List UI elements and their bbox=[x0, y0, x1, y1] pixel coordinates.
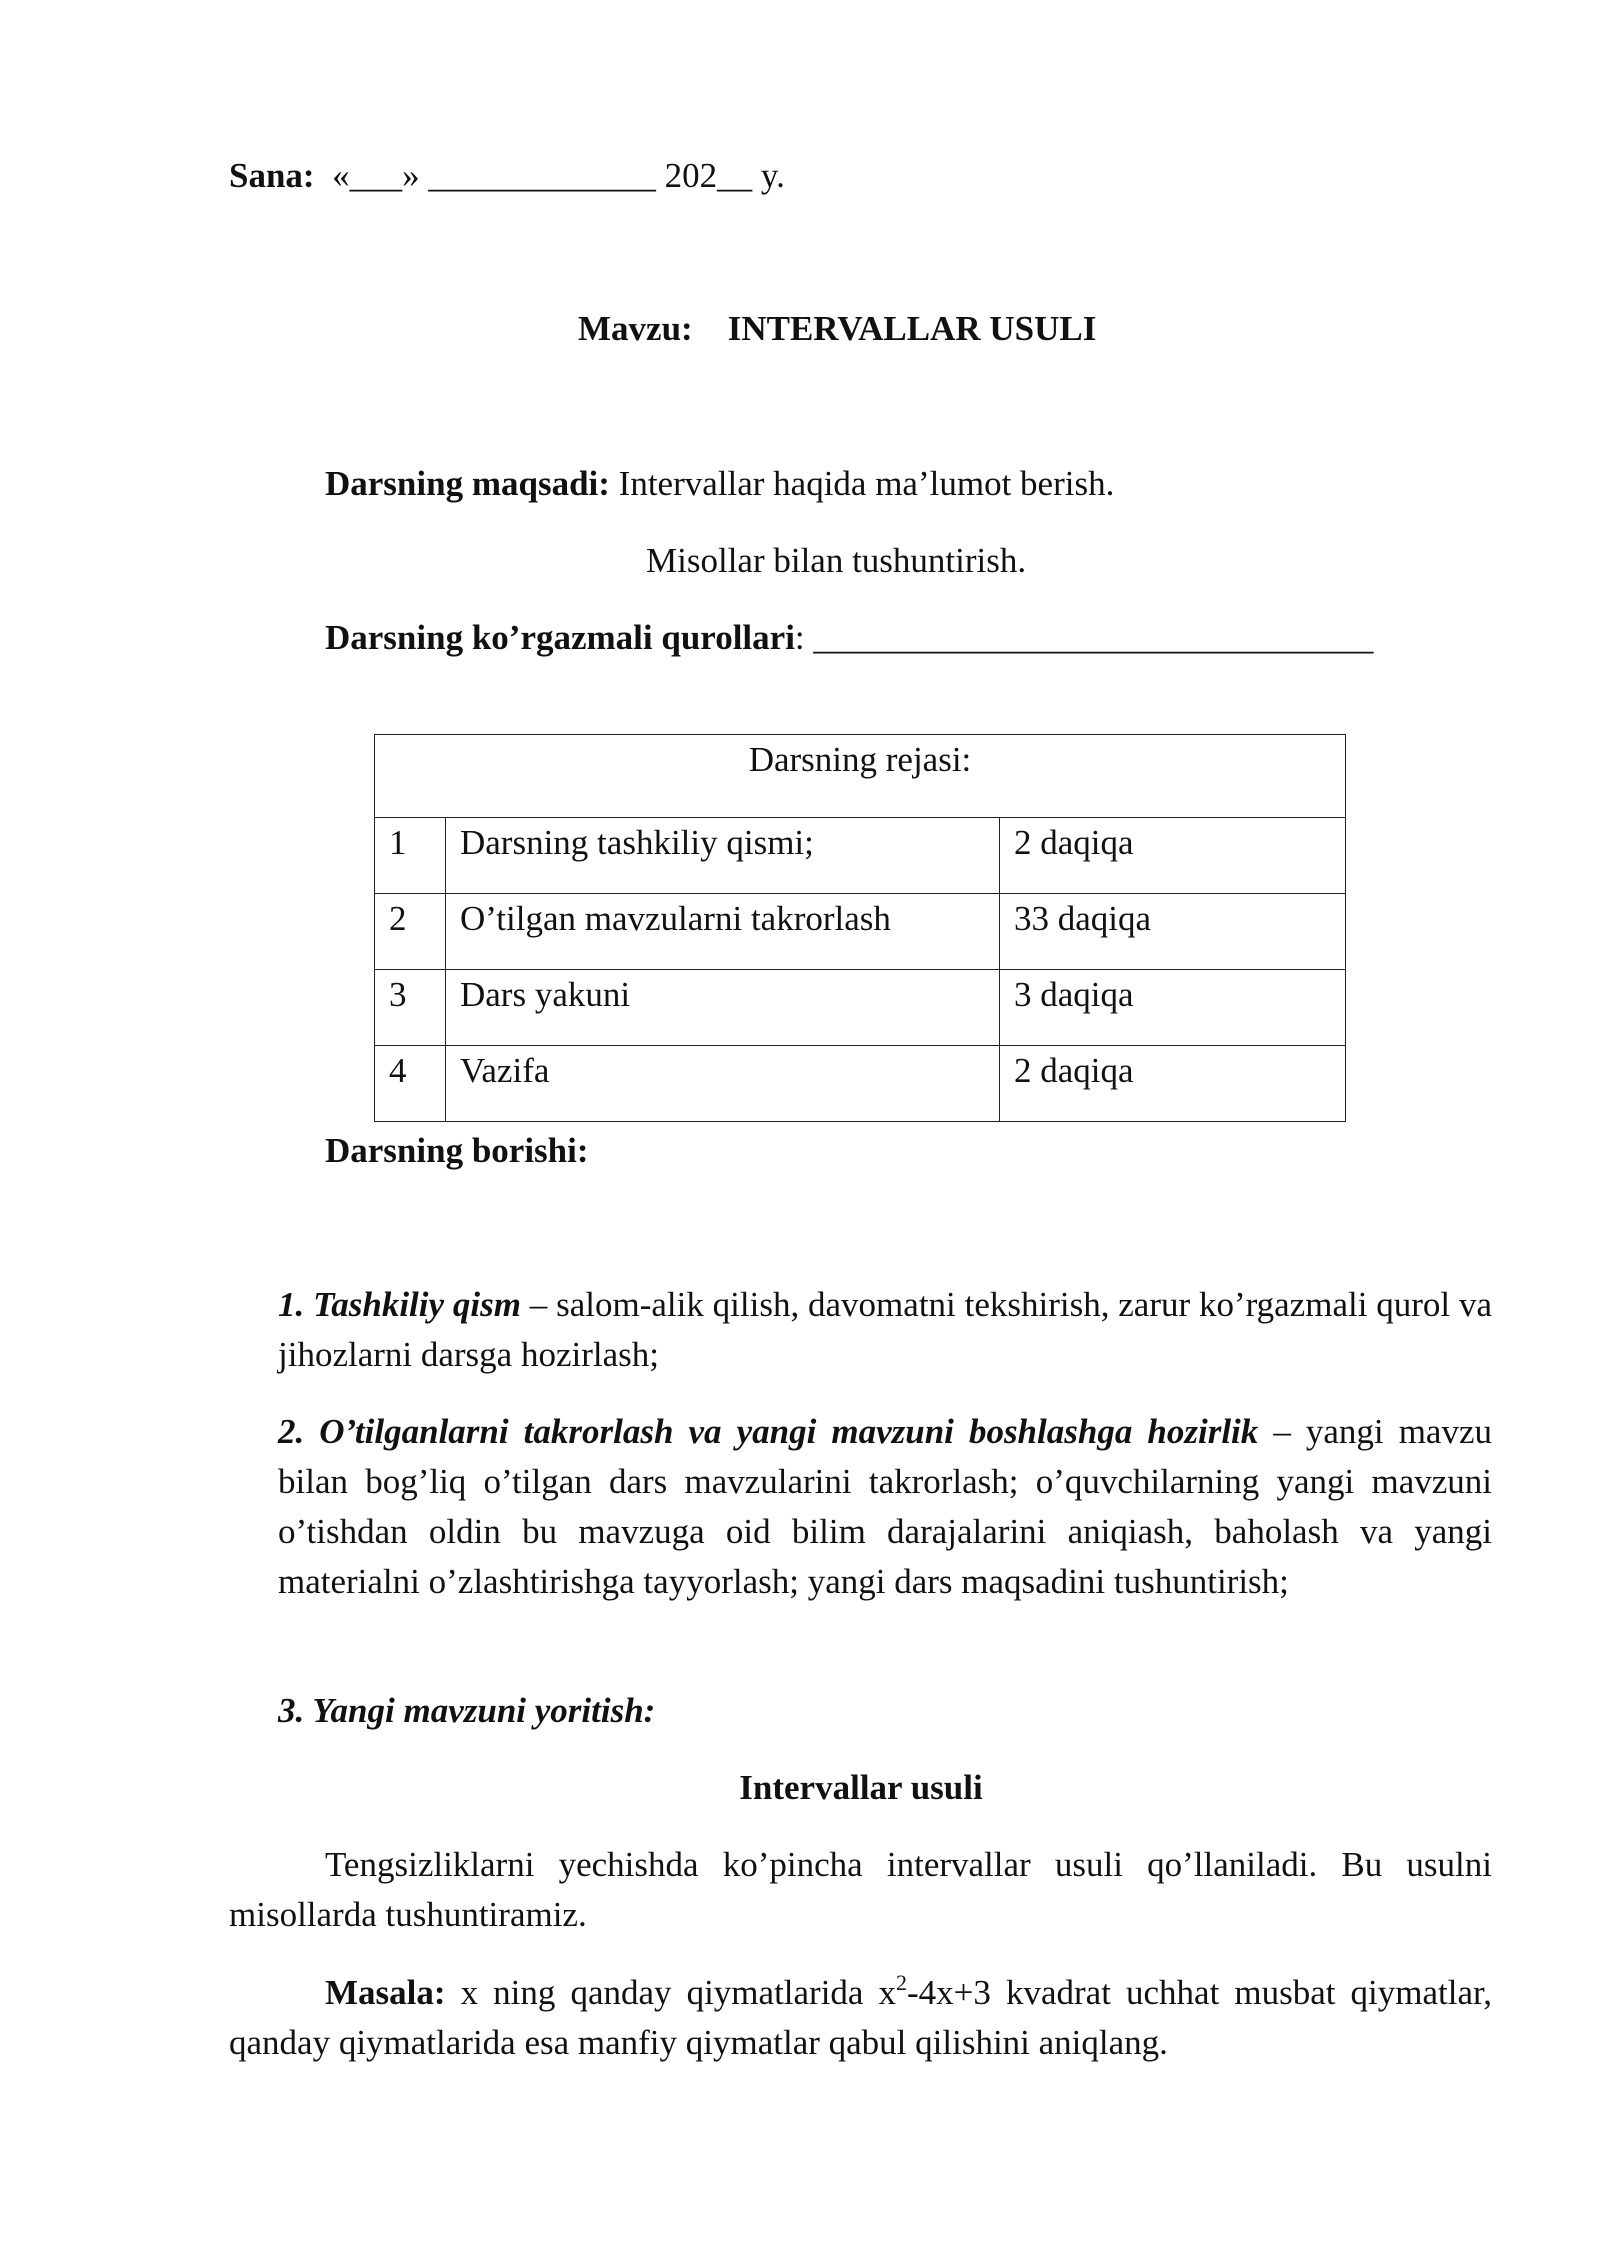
aids-blank: ________________________________ bbox=[813, 618, 1374, 657]
topic-title: INTERVALLAR USULI bbox=[727, 309, 1097, 348]
plan-time: 3 daqiqa bbox=[1000, 970, 1346, 1046]
plan-num: 3 bbox=[375, 970, 446, 1046]
plan-item: Darsning tashkiliy qismi; bbox=[446, 818, 1000, 894]
plan-item: Dars yakuni bbox=[446, 970, 1000, 1046]
plan-time: 2 daqiqa bbox=[1000, 1046, 1346, 1122]
plan-item: Vazifa bbox=[446, 1046, 1000, 1122]
date-line bbox=[229, 151, 785, 201]
plan-title: Darsning rejasi: bbox=[375, 735, 1346, 818]
aids-line bbox=[325, 613, 1373, 663]
lesson-plan-table bbox=[374, 734, 1346, 1122]
problem-text-before: x ning qanday qiymatlarida x bbox=[445, 1973, 897, 2012]
table-row bbox=[375, 970, 1346, 1046]
table-row bbox=[375, 1046, 1346, 1122]
step-2 bbox=[278, 1407, 1492, 1607]
plan-time: 33 daqiqa bbox=[1000, 894, 1346, 970]
progress-heading: Darsning borishi: bbox=[325, 1131, 589, 1170]
date-value: «___» _____________ 202__ y. bbox=[332, 156, 785, 195]
topic-label: Mavzu: bbox=[578, 309, 693, 348]
goal-text-2: Misollar bilan tushuntirish. bbox=[646, 541, 1027, 580]
step-2-text: – yangi mavzu bilan bog’liq o’tilgan dars mavzularini takrorlash; o’quvchilarning yangi mavzuni o’tishdan oldin bu mavzuga oid bilim darajalarini aniqiash, baholash va yangi materialni o’zlashtirishga tayyorlash; yangi dars maqsadini tushuntirish; bbox=[278, 1412, 1492, 1601]
plan-num: 4 bbox=[375, 1046, 446, 1122]
aids-colon: : bbox=[794, 618, 805, 657]
plan-item: O’tilgan mavzularni takrorlash bbox=[446, 894, 1000, 970]
plan-num: 1 bbox=[375, 818, 446, 894]
table-row bbox=[375, 894, 1346, 970]
step-2-title: 2. O’tilganlarni takrorlash va yangi mavzuni boshlashga hozirlik bbox=[278, 1412, 1259, 1451]
plan-num: 2 bbox=[375, 894, 446, 970]
problem-paragraph bbox=[229, 1968, 1492, 2068]
problem-exponent: 2 bbox=[896, 1970, 908, 1995]
intro-paragraph: Tengsizliklarni yechishda ko’pincha intervallar usuli qo’llaniladi. Bu usulni misollarda tushuntiramiz. bbox=[229, 1845, 1492, 1934]
step-1 bbox=[278, 1280, 1492, 1380]
goal-label: Darsning maqsadi: bbox=[325, 464, 610, 503]
plan-time: 2 daqiqa bbox=[1000, 818, 1346, 894]
problem-text-after: -4x+3 kvadrat uchhat musbat qiymatlar, qanday qiymatlarida esa manfiy qiymatlar qabul qilishini aniqlang. bbox=[229, 1973, 1492, 2062]
problem-label: Masala: bbox=[325, 1973, 446, 2012]
goal-line bbox=[325, 459, 1114, 509]
date-label: Sana: bbox=[229, 156, 315, 195]
step-1-title: 1. Tashkiliy qism bbox=[278, 1285, 521, 1324]
plan-header-row bbox=[375, 735, 1346, 818]
table-row bbox=[375, 818, 1346, 894]
topic-line bbox=[578, 304, 1096, 354]
aids-label: Darsning ko’rgazmali qurollari bbox=[325, 618, 795, 657]
step-1-text: – salom-alik qilish, davomatni tekshirish, zarur ko’rgazmali qurol va jihozlarni darsga hozirlash; bbox=[278, 1285, 1492, 1374]
section-title: Intervallar usuli bbox=[739, 1768, 983, 1807]
goal-text-1: Intervallar haqida ma’lumot berish. bbox=[618, 464, 1115, 503]
step-3-title: 3. Yangi mavzuni yoritish: bbox=[278, 1691, 656, 1730]
